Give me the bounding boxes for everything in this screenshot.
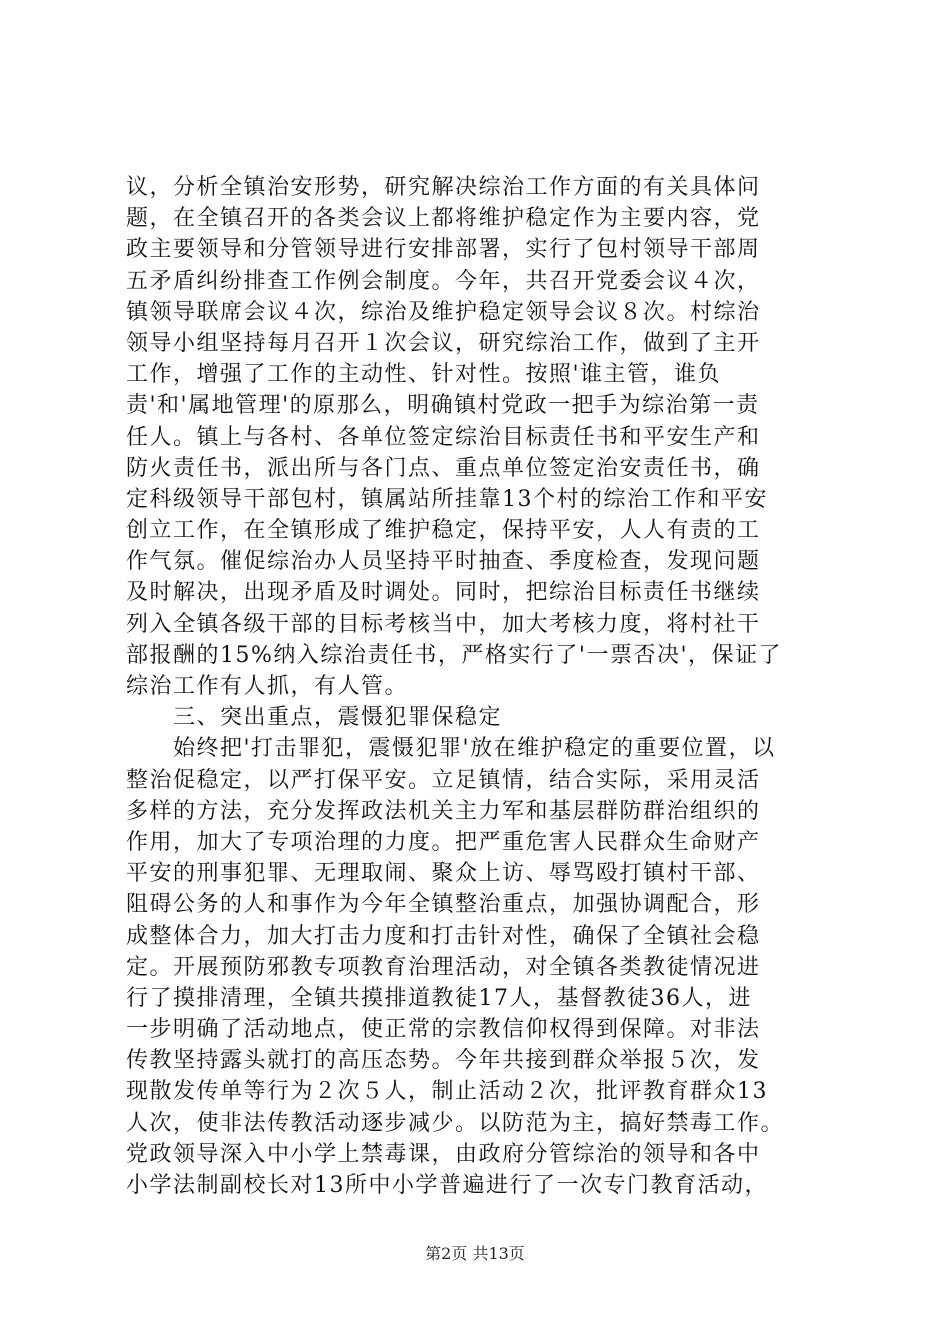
text-line: 定科级领导干部包村，镇属站所挂靠13个村的综治工作和平安 (126, 486, 768, 512)
text-line: 作用，加大了专项治理的力度。把严重危害人民群众生命财产 (126, 829, 761, 855)
text-line: 题，在全镇召开的各类会议上都将维护稳定作为主要内容，党 (126, 206, 761, 232)
text-line: 列入全镇各级干部的目标考核当中，加大考核力度，将村社干 (126, 611, 761, 637)
text-line: 五矛盾纠纷排查工作例会制度。今年，共召开党委会议４次， (126, 268, 761, 294)
text-line: 工作，增强了工作的主动性、针对性。按照'谁主管，谁负 (126, 362, 722, 388)
text-line: 传教坚持露头就打的高压态势。今年共接到群众举报５次，发 (126, 1048, 761, 1074)
text-line: 一步明确了活动地点，使正常的宗教信仰权得到保障。对非法 (126, 1017, 761, 1043)
page-footer: 第2页 共13页 (425, 1244, 525, 1263)
text-line: 领导小组坚持每月召开１次会议，研究综治工作，做到了主开 (126, 330, 761, 356)
text-line: 成整体合力，加大打击力度和打击针对性，确保了全镇社会稳 (126, 923, 761, 949)
text-line: 小学法制副校长对13所中小学普遍进行了一次专门教育活动， (126, 1173, 768, 1198)
text-line: 责'和'属地管理'的原那么，明确镇村党政一把手为综治第一责 (126, 393, 760, 419)
text-line: 部报酬的15%纳入综治责任书，严格实行了'一票否决'，保证了 (126, 642, 782, 668)
text-line: 创立工作，在全镇形成了维护稳定，保持平安，人人有责的工 (126, 518, 761, 544)
text-line: 党政领导深入中小学上禁毒课，由政府分管综治的领导和各中 (126, 1141, 761, 1167)
text-line: 行了摸排清理，全镇共摸排道教徒17人，基督教徒36人，进 (126, 985, 752, 1011)
text-line: 人次，使非法传教活动逐步减少。以防范为主，搞好禁毒工作。 (126, 1110, 785, 1136)
text-line: 平安的刑事犯罪、无理取闹、聚众上访、辱骂殴打镇村干部、 (126, 861, 761, 887)
text-line: 综治工作有人抓，有人管。 (126, 674, 409, 699)
text-line: 镇领导联席会议４次，综治及维护稳定领导会议８次。村综治 (126, 299, 761, 325)
text-line: 防火责任书，派出所与各门点、重点单位签定治安责任书，确 (126, 455, 761, 481)
text-line: 定。开展预防邪教专项教育治理活动，对全镇各类教徒情况进 (126, 954, 761, 980)
text-line: 阻碍公务的人和事作为今年全镇整治重点，加强协调配合，形 (126, 892, 761, 918)
text-line: 作气氛。催促综治办人员坚持平时抽查、季度检查，发现问题 (126, 549, 761, 575)
text-line: 现散发传单等行为２次５人，制止活动２次，批评教育群众13 (126, 1079, 768, 1105)
text-line: 多样的方法，充分发挥政法机关主力军和基层群防群治组织的 (126, 798, 761, 824)
text-line: 议，分析全镇治安形势，研究解决综治工作方面的有关具体问 (126, 175, 761, 200)
section-heading: 三、突出重点，震慑犯罪保稳定 (126, 705, 503, 731)
body-text (126, 172, 836, 1201)
text-line: 始终把'打击罪犯，震慑犯罪'放在维护稳定的重要位置，以 (126, 736, 776, 762)
text-line: 任人。镇上与各村、各单位签定综治目标责任书和平安生产和 (126, 424, 761, 450)
text-line: 政主要领导和分管领导进行安排部署，实行了包村领导干部周 (126, 237, 761, 263)
text-line: 整治促稳定，以严打保平安。立足镇情，结合实际，采用灵活 (126, 767, 761, 793)
text-line: 及时解决，出现矛盾及时调处。同时，把综治目标责任书继续 (126, 580, 761, 606)
